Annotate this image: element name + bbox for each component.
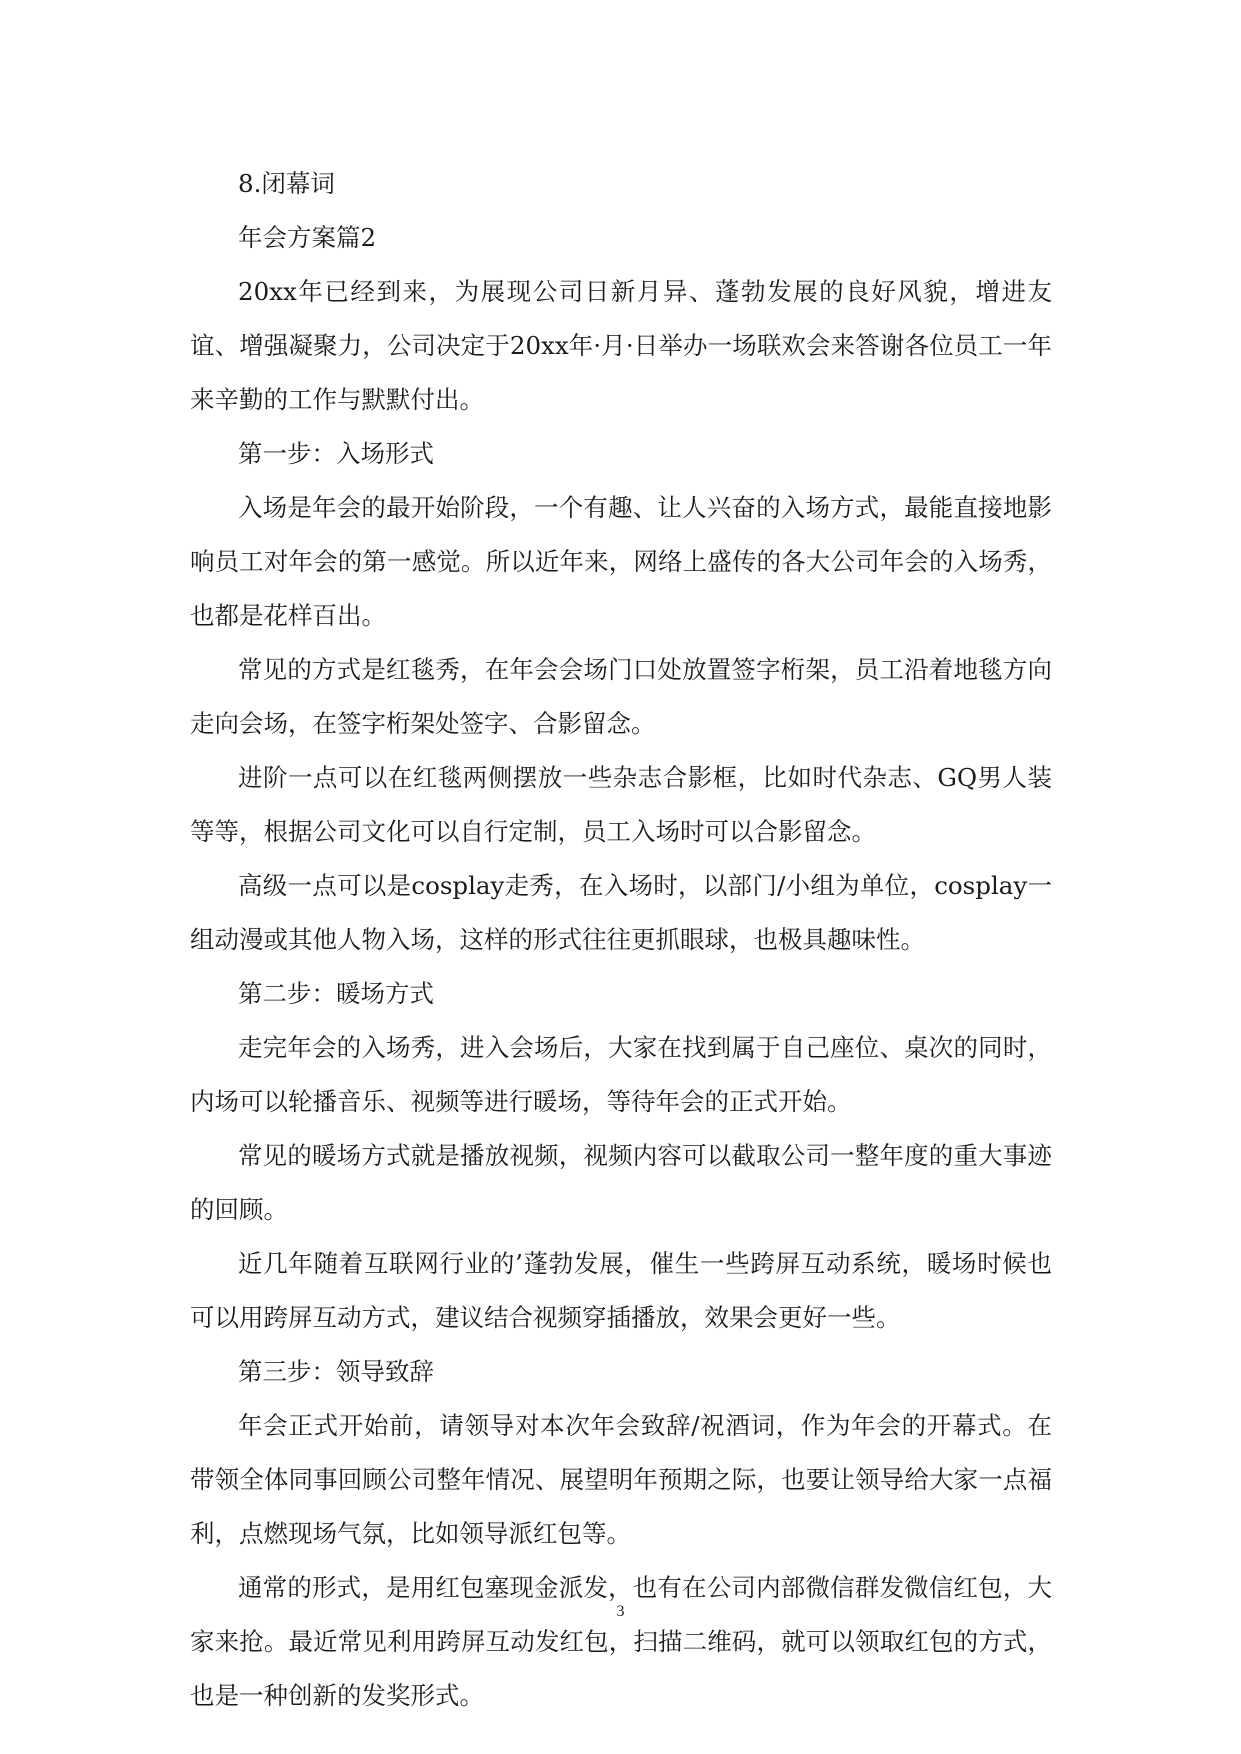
paragraph: 入场是年会的最开始阶段，一个有趣、让人兴奋的入场方式，最能直接地影响员工对年会的第一感觉。所以近年来，网络上盛传的各大公司年会的入场秀，也都是花样百出。: [190, 493, 1052, 630]
paragraph: 高级一点可以是cosplay走秀，在入场时，以部门/小组为单位，cosplay一组动漫或其他人物入场，这样的形式往往更抓眼球，也极具趣味性。: [190, 871, 1052, 954]
document-body: [190, 157, 1052, 1723]
section-title: 年会方案篇2: [238, 223, 377, 252]
paragraph: 年会正式开始前，请领导对本次年会致辞/祝酒词，作为年会的开幕式。在带领全体同事回顾公司整年情况、展望明年预期之际，也要让领导给大家一点福利，点燃现场气氛，比如领导派红包等。: [190, 1411, 1052, 1548]
step-heading: 第三步：领导致辞: [238, 1357, 434, 1386]
paragraph: 20xx年已经到来，为展现公司日新月异、蓬勃发展的良好风貌，增进友谊、增强凝聚力，公司决定于20xx年·月·日举办一场联欢会来答谢各位员工一年来辛勤的工作与默默付出。: [190, 277, 1052, 414]
paragraph: 近几年随着互联网行业的’蓬勃发展，催生一些跨屏互动系统，暖场时候也可以用跨屏互动方式，建议结合视频穿插播放，效果会更好一些。: [190, 1249, 1052, 1332]
paragraph: 常见的方式是红毯秀，在年会会场门口处放置签字桁架，员工沿着地毯方向走向会场，在签字桁架处签字、合影留念。: [190, 655, 1052, 738]
step-heading: 第二步：暖场方式: [238, 979, 434, 1008]
paragraph: 常见的暖场方式就是播放视频，视频内容可以截取公司一整年度的重大事迹的回顾。: [190, 1141, 1052, 1224]
step-heading: 第一步：入场形式: [238, 439, 434, 468]
paragraph: 进阶一点可以在红毯两侧摆放一些杂志合影框，比如时代杂志、GQ男人装等等，根据公司文化可以自行定制，员工入场时可以合影留念。: [190, 763, 1052, 846]
paragraph: 走完年会的入场秀，进入会场后，大家在找到属于自己座位、桌次的同时，内场可以轮播音乐、视频等进行暖场，等待年会的正式开始。: [190, 1033, 1052, 1116]
paragraph: 通常的形式，是用红包塞现金派发，也有在公司内部微信群发微信红包，大家来抢。最近常见利用跨屏互动发红包，扫描二维码，就可以领取红包的方式，也是一种创新的发奖形式。: [190, 1573, 1052, 1710]
page-number: 3: [616, 1603, 625, 1620]
list-item-closing-speech: 8.闭幕词: [238, 169, 335, 198]
